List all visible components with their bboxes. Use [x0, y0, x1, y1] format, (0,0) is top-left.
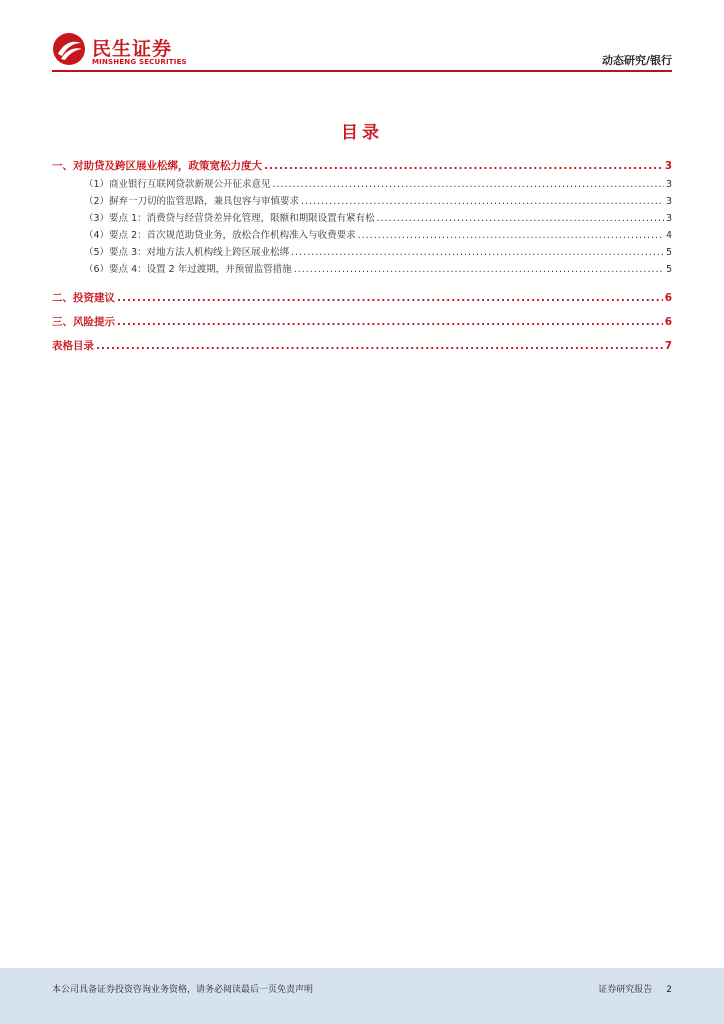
- toc-leader-dots: [117, 312, 663, 332]
- toc-subsection-entry[interactable]: [52, 244, 672, 261]
- toc-leader-dots: [96, 336, 663, 356]
- toc-section-entry[interactable]: [52, 312, 672, 332]
- toc-entry-text: （4）要点 2：首次规范助贷业务，放松合作机构准入与收费要求: [84, 230, 356, 241]
- toc-entry-text: 表格目录: [52, 340, 94, 352]
- toc-leader-dots: [294, 261, 664, 278]
- toc-page-number: 3: [665, 196, 672, 207]
- toc-page-number: 3: [665, 213, 672, 224]
- toc-page-number: 3: [664, 160, 672, 172]
- toc-subsection-entry[interactable]: [52, 193, 672, 210]
- toc-entry-text: （5）要点 3：对地方法人机构线上跨区展业松绑: [84, 247, 290, 258]
- toc-page-number: 3: [665, 179, 672, 190]
- toc-page-number: 6: [664, 292, 672, 304]
- toc-leader-dots: [273, 176, 664, 193]
- logo-chinese-name: 民生证券: [92, 38, 173, 60]
- page-footer: [0, 968, 724, 1024]
- toc-entry-text: 三、风险提示: [52, 316, 115, 328]
- toc-leader-dots: [301, 193, 664, 210]
- toc-subsection-entry[interactable]: [52, 176, 672, 193]
- toc-page-number: 4: [665, 230, 672, 241]
- toc-leader-dots: [358, 227, 664, 244]
- toc-entry-text: 二、投资建议: [52, 292, 115, 304]
- toc-subsection-entry[interactable]: [52, 261, 672, 278]
- toc-subsection-entry[interactable]: [52, 227, 672, 244]
- toc-section-entry[interactable]: [52, 288, 672, 308]
- report-type: 动态研究/银行: [601, 54, 672, 67]
- toc-section-entry[interactable]: [52, 336, 672, 356]
- toc-page-number: 6: [664, 316, 672, 328]
- footer-disclaimer: 本公司具备证券投资咨询业务资格，请务必阅读最后一页免责声明: [52, 985, 314, 995]
- toc-section-entry[interactable]: [52, 156, 672, 176]
- toc-title: 目录: [341, 123, 383, 143]
- toc-subsection-entry[interactable]: [52, 210, 672, 227]
- toc-entry-text: （3）要点 1：消费贷与经营贷差异化管理，限额和期限设置有紧有松: [84, 213, 375, 224]
- toc-entry-text: 一、对助贷及跨区展业松绑，政策宽松力度大: [52, 160, 262, 172]
- logo-english-name: MINSHENG SECURITIES: [92, 58, 187, 66]
- page-header: [0, 0, 724, 74]
- toc-leader-dots: [117, 288, 663, 308]
- footer-page-number: 2: [666, 985, 672, 995]
- table-of-contents: [52, 156, 672, 356]
- toc-leader-dots: [291, 244, 664, 261]
- footer-report-label: 证券研究报告: [598, 985, 653, 995]
- footer-right: [584, 982, 672, 995]
- toc-page-number: 5: [665, 247, 672, 258]
- toc-entry-text: （1）商业银行互联网贷款新规公开征求意见: [84, 179, 271, 190]
- minsheng-logo: [52, 32, 202, 70]
- toc-page-number: 7: [664, 340, 672, 352]
- toc-entry-text: （6）要点 4：设置 2 年过渡期，并预留监管措施: [84, 264, 292, 275]
- toc-leader-dots: [377, 210, 664, 227]
- toc-page-number: 5: [665, 264, 672, 275]
- toc-leader-dots: [264, 156, 663, 176]
- minsheng-logo-icon: [52, 32, 86, 66]
- toc-entry-text: （2）摒弃一刀切的监管思路，兼具包容与审慎要求: [84, 196, 300, 207]
- header-divider: [52, 70, 672, 72]
